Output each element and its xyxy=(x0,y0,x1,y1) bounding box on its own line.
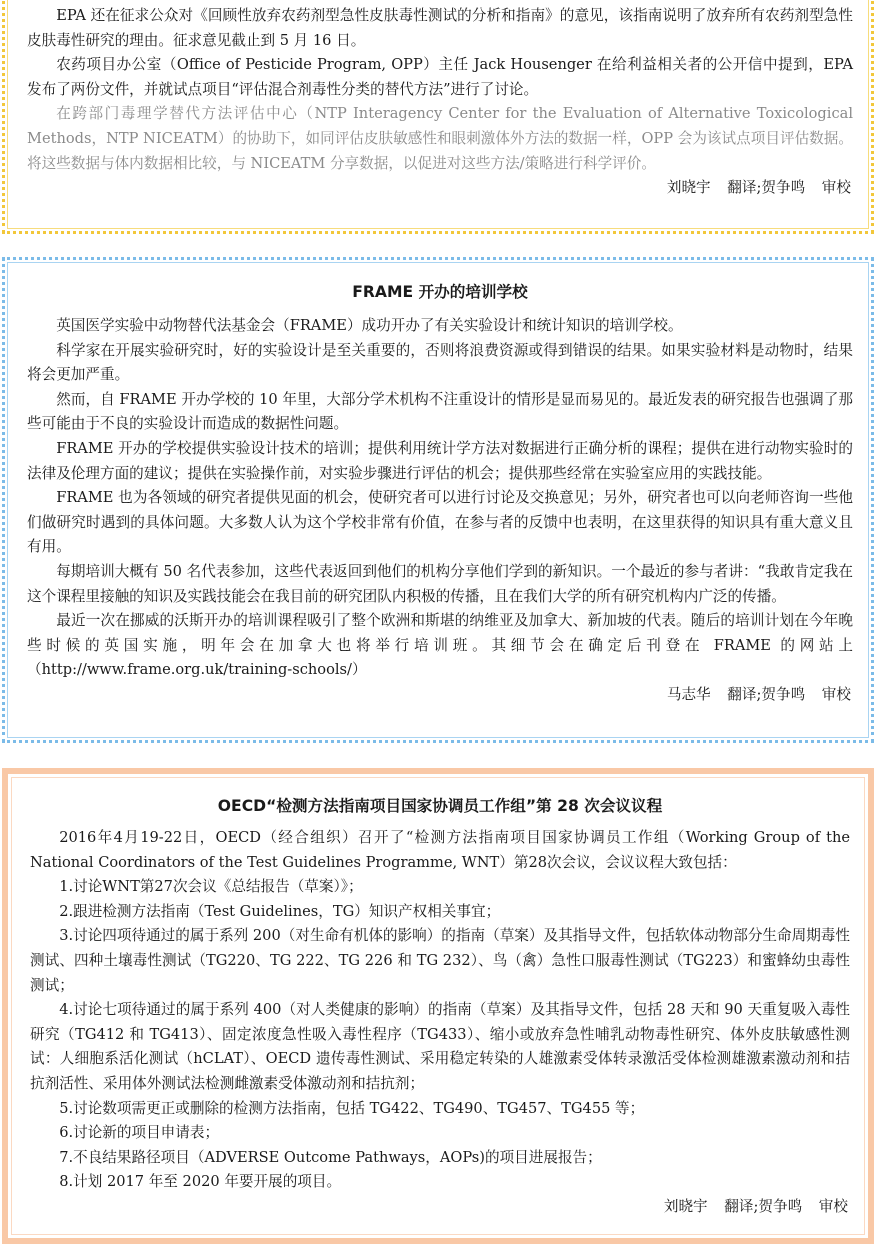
epa-news-section xyxy=(2,0,874,234)
oecd-intro-paragraph: 2016年4月19-22日，OECD（经合组织）召开了“检测方法指南项目国家协调员工作组（Working Group of the National Coordinators of the Test Guidelines Programme, WNT）第28次会议，会议议程大致包括： xyxy=(30,829,850,871)
oecd-agenda-item-5: 5.讨论数项需更正或删除的检测方法指南，包括 TG422、TG490、TG457、TG455 等； xyxy=(59,1099,645,1117)
frame-section-title: FRAME 开办的培训学校 xyxy=(352,283,528,301)
epa-signature: 刘晓宇 翻译;贺争鸣 审校 xyxy=(666,179,851,197)
frame-signature: 马志华 翻译;贺争鸣 审校 xyxy=(666,685,851,703)
oecd-agenda-item-2: 2.跟进检测方法指南（Test Guidelines，TG）知识产权相关事宜； xyxy=(59,902,501,920)
oecd-agenda-item-8: 8.计划 2017 年至 2020 年要开展的项目。 xyxy=(59,1173,342,1191)
oecd-news-section xyxy=(2,768,874,1244)
epa-paragraph-2: 农药项目办公室（Office of Pesticide Program, OPP）主任 Jack Housenger 在给利益相关者的公开信中提到，EPA 发布了两份文件，并就试点项目“评估混合剂毒性分类的替代方法”进行了讨论。 xyxy=(27,56,853,98)
frame-paragraph-2: 科学家在开展实验研究时，好的实验设计是至关重要的，否则将浪费资源或得到错误的结果。如果实验材料是动物时，结果将会更加严重。 xyxy=(27,341,853,384)
frame-paragraph-3: 然而，自 FRAME 开办学校的 10 年里，大部分学术机构不注重设计的情形是显而易见的。最近发表的研究报告也强调了那些可能由于不良的实验设计而造成的数据性问题。 xyxy=(27,390,853,433)
frame-news-section xyxy=(2,257,874,743)
oecd-agenda-item-1: 1.讨论WNT第27次会议《总结报告（草案）》； xyxy=(59,878,363,896)
frame-paragraph-5: FRAME 也为各领域的研究者提供见面的机会，使研究者可以进行讨论及交换意见；另外，研究者也可以向老师咨询一些他们做研究时遇到的具体问题。大多数人认为这个学校非常有价值，在参与者的反馈中也表明，在这里获得的知识具有重大意义且有用。 xyxy=(27,489,853,556)
oecd-agenda-item-6: 6.讨论新的项目申请表； xyxy=(59,1124,220,1142)
oecd-agenda-list xyxy=(30,875,850,1195)
oecd-agenda-item-4: 4.讨论七项待通过的属于系列 400（对人类健康的影响）的指南（草案）及其指导文件，包括 28 天和 90 天重复吸入毒性研究（TG412 和 TG413）、固定浓度急性吸入毒性程序（TG433）、缩小或放弃急性哺乳动物毒性研究、体外皮肤敏感性测试：人细胞系活化测试（hCLAT）、OECD 遗传毒性测试、采用稳定转染的人雄激素受体转录激活受体检测雄激素激动剂和拮抗剂活性、采用体外测试法检测雌激素受体激动剂和拮抗剂； xyxy=(30,1001,850,1092)
frame-paragraph-7: 最近一次在挪威的沃斯开办的培训课程吸引了整个欧洲和斯堪的纳维亚及加拿大、新加坡的代表。随后的培训计划在今年晚些时候的英国实施，明年会在加拿大也将举行培训班。其细节会在确定后刊登在 FRAME 的网站上（http://www.frame.org.uk/training-schools/） xyxy=(27,612,853,679)
frame-paragraph-4: FRAME 开办的学校提供实验设计技术的培训；提供利用统计学方法对数据进行正确分析的课程；提供在进行动物实验时的法律及伦理方面的建议；提供在实验操作前，对实验步骤进行评估的机会；提供那些经常在实验室应用的实践技能。 xyxy=(27,439,853,482)
epa-paragraph-1: EPA 还在征求公众对《回顾性放弃农药剂型急性皮肤毒性测试的分析和指南》的意见，该指南说明了放弃所有农药剂型急性皮肤毒性研究的理由。征求意见截止到 5 月 16 日。 xyxy=(27,7,853,49)
frame-paragraph-6: 每期培训大概有 50 名代表参加，这些代表返回到他们的机构分享他们学到的新知识。一个最近的参与者讲：“我敢肯定我在这个课程里接触的知识及实践技能会在我目前的研究团队内积极的传播，且在我们大学的所有研究机构内广泛的传播。 xyxy=(27,562,853,605)
oecd-agenda-item-7: 7.不良结果路径项目（ADVERSE Outcome Pathways，AOPs)的项目进展报告； xyxy=(59,1148,602,1166)
oecd-section-title: OECD“检测方法指南项目国家协调员工作组”第 28 次会议议程 xyxy=(217,797,663,815)
oecd-agenda-item-3: 3.讨论四项待通过的属于系列 200（对生命有机体的影响）的指南（草案）及其指导文件，包括软体动物部分生命周期毒性测试、四种土壤毒性测试（TG220、TG 222、TG 226 和 TG 232）、鸟（禽）急性口服毒性测试（TG223）和蜜蜂幼虫毒性测试； xyxy=(30,927,850,994)
frame-paragraph-1: 英国医学实验中动物替代法基金会（FRAME）成功开办了有关实验设计和统计知识的培训学校。 xyxy=(56,317,683,334)
epa-paragraph-3: 在跨部门毒理学替代方法评估中心（NTP Interagency Center for the Evaluation of Alternative Toxicological Methods，NTP NICEATM）的协助下，如同评估皮肤敏感性和眼刺激体外方法的数据一样，OPP 会为该试点项目评估数据。将这些数据与体内数据相比较，与 NICEATM 分享数据，以促进对这些方法/策略进行科学评价。 xyxy=(27,105,853,172)
oecd-signature: 刘晓宇 翻译;贺争鸣 审校 xyxy=(663,1197,848,1215)
